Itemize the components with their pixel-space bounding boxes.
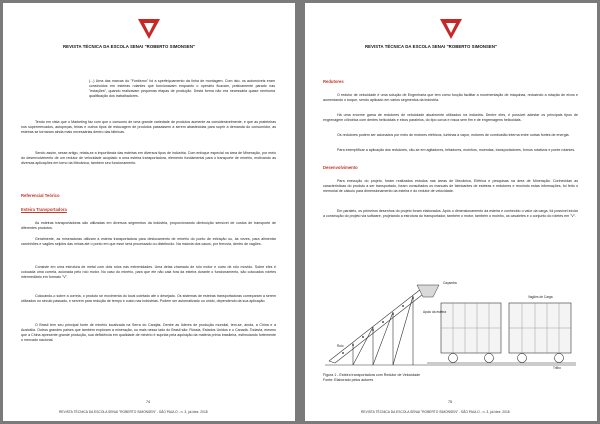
paragraph: O redutor de velocidade é uma solução de Engenharia que tem como função facilitar a movimentação de máquinas, reduzindo a rotação de eixos e aumentando o torque, sendo aplicado em vários segmentos da indústria.: [323, 93, 578, 102]
figure-label: Apoio da esteira: [423, 310, 447, 314]
figure-label: Vagões de Carga: [528, 295, 553, 299]
journal-header: REVISTA TÉCNICA DA ESCOLA SENAI "ROBERTO SIMONSEN": [365, 44, 498, 49]
paragraph: As esteiras transportadoras são utilizadas em diversos segmentos da indústria, proporcionando diminuição sensível de custos de transporte de diferentes produtos.: [21, 221, 276, 230]
page-number: 75: [448, 400, 452, 404]
page-footer: REVISTA TÉCNICA DA ESCOLA SENAI "ROBERTO SIMONSEN" - SÃO PAULO - n. 3, jul./dez. 2018: [361, 410, 510, 414]
caption-title: Figura 1 - Esteira transportadora com Redutor de Velocidade: [323, 373, 421, 377]
figure-label: Rolo: [337, 344, 344, 348]
conveyor-drawing: [323, 279, 578, 369]
fordism-quote: (...) Uma das marcas do "Fordismo" foi a sperfeiçoamento da linha de montagem. Com isto, os automóveis eram construídos em esteiras rolantes que funcionavam enquanto o operário ficavam, praticamente parado nas "estações", quando realizavam pequenas etapas de produção. Desta forma não era necessária quase nenhuma qualificação dos trabalhadores.: [89, 79, 275, 98]
paragraph: Para execução do projeto, foram realizados estudos nas áreas de Mecânica, Elétrica e pesquisas na área de Mineração. Conhecidas as características do produto a ser transportado, foram consultados os manuais de fabricantes de esteiras e redutores e reunindo estas informações, foi feito o memorial de cálculo para dimensionamento da esteira e do redutor de velocidade.: [323, 179, 578, 193]
figure-label: Caçamba: [443, 281, 457, 285]
page-footer: REVISTA TÉCNICA DA ESCOLA SENAI "ROBERTO SIMONSEN" - SÃO PAULO - n. 3, jul./dez. 2018: [59, 410, 208, 414]
figure-caption: [323, 373, 420, 383]
senai-logo-icon: [438, 15, 464, 41]
paragraph: Consiste em uma estrutura de metal com dois rolos nas extremidades. Uma delas chamado de rolo motor e outro de rolo movido. Sobre eles é colocada uma correia, acionada pelo rolo motor. No caso do minério, para que ele não caia fora da esteira durante o funcionamento, são colocados roletes intermediário em formato "V".: [21, 265, 276, 279]
paragraph: Tendo em vista que o Marketing faz com que o consumo de uma grande variedade de produtos aumente as considerávelmente, e que as prateleiras nos supermercados, autopeças, feiras e outros tipos de estocagem de produtos passassem a serem abastecidas para suprir a demanda do consumidor, as esteiras se tornaram ainda mais necessárias dentro das fábricas.: [21, 120, 276, 134]
paragraph: Em paralelo, os primeiros desenhos do projeto foram elaborados. Após o dimensionamento da esteira e conhecido o valor da carga, foi possível iniciar a construção do projeto via software, projetando a estrutura do transportador, também o motor, também o moinho, os cavaletes e o conjunto do roletes em "V".: [323, 209, 578, 218]
paragraph: Há uma enorme gama de redutores de velocidade atualmente utilizados na indústria. Dentre eles, é possível adestar os principais tipos de engrenagem cilíndrica com dentes helicoidais e eixos paralelos, do tipo coroa e rosca sem fim e de engrenagens helicoidais.: [323, 113, 578, 122]
left-page: [3, 3, 295, 421]
section-heading: Redutores: [323, 79, 344, 84]
senai-logo-icon: [136, 15, 162, 41]
conveyor-figure: [323, 279, 578, 369]
paragraph: Para exemplificar a aplicação dos redutores, cito-se em agitadores, britadores, moinhos, moendas, transportadores, fornos rotativos e ponte rolantes.: [337, 148, 576, 152]
paragraph: Geralmente, as mineradoras utilizam a esteira transportadora para deslocamento de minério do ponto de extração ou, às vezes, para alimentar caminhões e vagões sejidos das minas até o ponto em que esse será processado ou distribuído. Na maioria dos casos, por ferrovia, dentro de vagões.: [21, 237, 276, 246]
paragraph: O Brasil tem seu principal fonte de minério localizada na Serra do Carajás. Dentre as líderes de produção mundial, tem-se, ainda, a China e a Austrália. Outros grandes países que também exploram a mineração, ou mais nesso lado do Brasil são: Rússia, Estados Unidos e o Canadá. Todavia, mesmo que a China apresente grande produção, sua deficiência em qualidade de minério é suprida pela aquisição da matéria prima brasileira, estimulando fortemente o mercado nacional.: [21, 323, 276, 342]
paragraph: Colocando-o sobre a correia, o produto se movimenta do local coletado até o desejado. Os sistemas de esteiras transportadoras começaram a serem utilizados no século passado, e servem para redução de tempo e custo nas Indústrias. Podem ser automatizado ou unido, dependendo da sua aplicação.: [21, 294, 276, 303]
page-number: 74: [146, 400, 150, 404]
right-page: [305, 3, 597, 421]
figure-label: Trilho: [553, 366, 561, 369]
paragraph: Sendo assim, nesse artigo, relata-se a importância das esteiras em diversos tipos de indústria. Com enfoque especial na área de Mineração, por meio do desenvolvimento de um redutor de velocidade acoplado a uma esteira transportadora, elemento fundamental para o transporte de minério, motivando as diversas aplicações em torno da Mecânica, também seu funcionamento.: [21, 151, 276, 165]
subsection-heading: Esteira Transportadora: [21, 207, 67, 212]
paragraph: Os redutores podem ser acionados por meio de motores elétricos, turbinas a vapor, motores de combustão interna entre outras fontes de energia.: [337, 133, 570, 137]
journal-header: REVISTA TÉCNICA DA ESCOLA SENAI "ROBERTO SIMONSEN": [63, 44, 196, 49]
caption-source: Fonte: Elaborado pelos autores: [323, 378, 374, 382]
section-heading: Desenvolvimento: [323, 165, 358, 170]
section-heading: Referencial Teórico: [21, 193, 60, 198]
